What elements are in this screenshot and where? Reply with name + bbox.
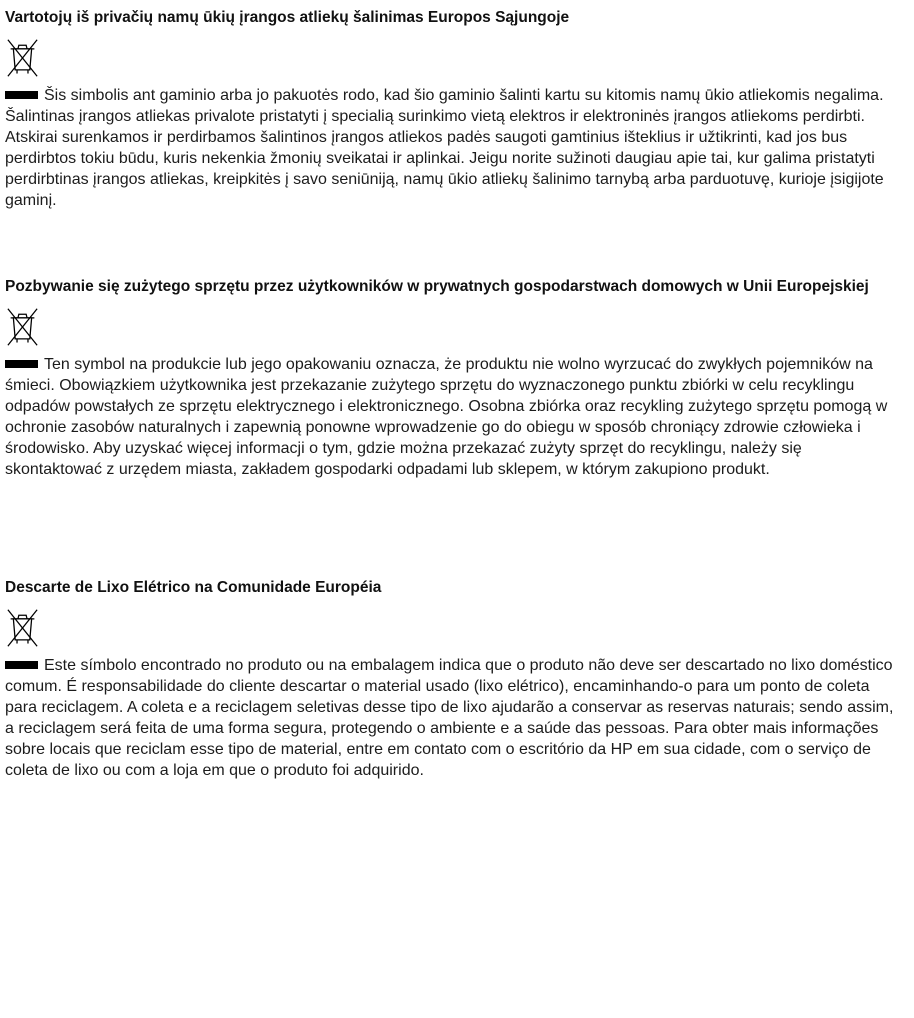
weee-bar-icon	[5, 91, 38, 99]
weee-bar-icon	[5, 661, 38, 669]
section-body	[5, 85, 903, 211]
weee-bar-icon	[5, 360, 38, 368]
section-heading: Vartotojų iš privačių namų ūkių įrangos atliekų šalinimas Europos Sąjungoje	[5, 9, 570, 26]
section-body-text: Šis simbolis ant gaminio arba jo pakuotės rodo, kad šio gaminio šalinti kartu su kitomis namų ūkio atliekomis negalima. Šalintinas įrangos atliekas privalote pristatyti į specialią surinkimo vietą elektros ir elektroninės įrangos atliekoms perdirbti. Atskirai surenkamos ir perdirbamos šalintinos įrangos atliekos padės saugoti gamtinius išteklius ir užtikrinti, kad jos bus perdirbtos tokiu būdu, kuris nekenkia žmonių sveikatai ir aplinkai. Jeigu norite sužinoti daugiau apie tai, kur galima pristatyti perdirbtinas įrangos atliekas, kreipkitės į savo seniūniją, namų ūkio atliekų šalinimo tarnybą arba parduotuvę, kurioje įsigijote gaminį.	[5, 87, 884, 209]
section-body-text: Este símbolo encontrado no produto ou na embalagem indica que o produto não deve ser descartado no lixo doméstico comum. É responsabilidade do cliente descartar o material usado (lixo elétrico), encaminhando-o para um ponto de coleta para reciclagem. A coleta e a reciclagem seletivas desse tipo de lixo ajudarão a conservar as reservas naturais; sendo assim, a reciclagem será feita de uma forma segura, protegendo o ambiente e a saúde das pessoas. Para obter mais informações sobre locais que reciclam esse tipo de material, entre em contato com o escritório da HP em sua cidade, com o serviço de coleta de lixo ou com a loja em que o produto foi adquirido.	[5, 657, 894, 779]
section-body-text: Ten symbol na produkcie lub jego opakowaniu oznacza, że produktu nie wolno wyrzucać do zwykłych pojemników na śmieci. Obowiązkiem użytkownika jest przekazanie zużytego sprzętu do wyznaczonego punktu zbiórki w celu recyklingu odpadów powstałych ze sprzętu elektrycznego i elektronicznego. Osobna zbiórka oraz recykling zużytego sprzętu pomogą w ochronie zasobów naturalnych i zapewnią ponowne wprowadzenie go do obiegu w sposób chroniący zdrowie człowieka i środowisko. Aby uzyskać więcej informacji o tym, gdzie można przekazać zużyty sprzęt do recyklingu, należy się skontaktować z urzędem miasta, zakładem gospodarki odpadami lub sklepem, w którym zakupiono produkt.	[5, 356, 888, 478]
weee-crossed-bin-icon	[6, 306, 39, 348]
section-lithuanian	[5, 8, 909, 211]
section-heading: Descarte de Lixo Elétrico na Comunidade Européia	[5, 579, 382, 596]
section-body	[5, 354, 903, 480]
section-portuguese	[5, 578, 909, 781]
section-heading: Pozbywanie się zużytego sprzętu przez użytkowników w prywatnych gospodarstwach domowych w Unii Europejskiej	[5, 278, 869, 295]
weee-crossed-bin-icon	[6, 607, 39, 649]
section-body	[5, 655, 903, 781]
section-polish	[5, 277, 909, 480]
weee-crossed-bin-icon	[6, 37, 39, 79]
